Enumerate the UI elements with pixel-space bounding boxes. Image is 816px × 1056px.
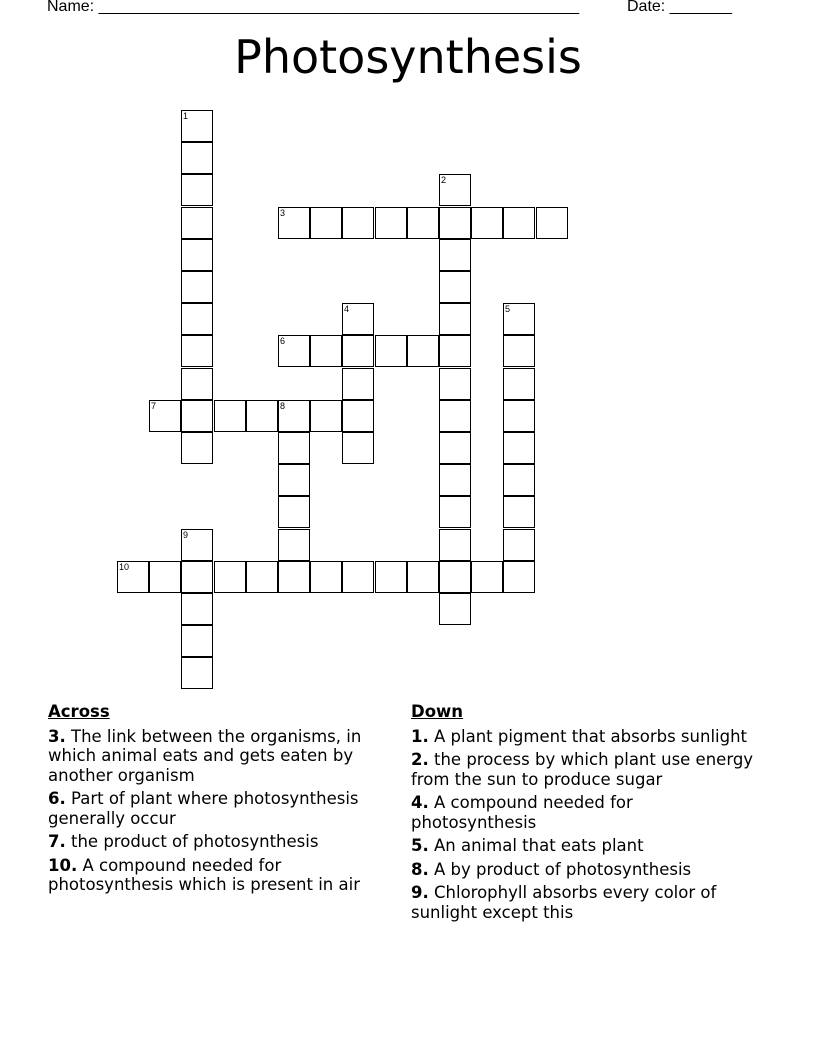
grid-cell[interactable] xyxy=(439,368,471,400)
grid-cell[interactable] xyxy=(342,432,374,464)
grid-cell[interactable] xyxy=(342,561,374,593)
grid-cell-8[interactable] xyxy=(278,400,310,432)
page-title: Photosynthesis xyxy=(234,30,582,84)
grid-cell[interactable] xyxy=(503,400,535,432)
grid-cell[interactable] xyxy=(278,432,310,464)
cell-number: 10 xyxy=(119,562,130,572)
clue-across-3 xyxy=(48,727,403,786)
grid-cell[interactable] xyxy=(439,593,471,625)
grid-cell[interactable] xyxy=(439,561,471,593)
clue-number: 10. xyxy=(48,855,78,875)
clue-across-10 xyxy=(48,856,403,895)
grid-cell[interactable] xyxy=(439,335,471,367)
grid-cell[interactable] xyxy=(342,368,374,400)
name-field-label: Name: ______________________________________________________ xyxy=(47,0,580,15)
grid-cell[interactable] xyxy=(439,464,471,496)
cell-number: 3 xyxy=(280,208,286,218)
grid-cell[interactable] xyxy=(181,432,213,464)
clue-across-6 xyxy=(48,789,403,828)
cell-number: 2 xyxy=(441,175,447,185)
clue-down-8 xyxy=(411,860,756,880)
grid-cell[interactable] xyxy=(503,432,535,464)
grid-cell[interactable] xyxy=(439,239,471,271)
grid-cell[interactable] xyxy=(536,207,568,239)
clue-number: 4. xyxy=(411,793,429,812)
grid-cell[interactable] xyxy=(375,207,407,239)
grid-cell[interactable] xyxy=(503,335,535,367)
grid-cell[interactable] xyxy=(439,303,471,335)
grid-cell[interactable] xyxy=(181,207,213,239)
clue-down-9 xyxy=(411,883,756,922)
grid-cell[interactable] xyxy=(181,303,213,335)
cell-number: 1 xyxy=(183,111,189,121)
grid-cell[interactable] xyxy=(310,335,342,367)
grid-cell[interactable] xyxy=(181,271,213,303)
date-field-label: Date: _______ xyxy=(627,0,732,15)
cell-number: 6 xyxy=(280,336,286,346)
grid-cell-3[interactable] xyxy=(278,207,310,239)
clue-number: 9. xyxy=(411,883,429,902)
clue-number: 6. xyxy=(48,789,66,808)
clue-number: 7. xyxy=(48,832,66,851)
grid-cell[interactable] xyxy=(375,335,407,367)
grid-cell-9[interactable] xyxy=(181,529,213,561)
clue-number: 5. xyxy=(411,836,429,855)
grid-cell[interactable] xyxy=(278,464,310,496)
grid-cell[interactable] xyxy=(503,368,535,400)
grid-cell[interactable] xyxy=(342,207,374,239)
clue-across-7 xyxy=(48,832,403,852)
cell-number: 4 xyxy=(344,304,350,314)
grid-cell[interactable] xyxy=(181,368,213,400)
clue-text: A plant pigment that absorbs sunlight xyxy=(434,726,748,746)
grid-cell-6[interactable] xyxy=(278,335,310,367)
clue-text: the process by which plant use energy from the sun to produce sugar xyxy=(411,750,754,789)
grid-cell[interactable] xyxy=(439,529,471,561)
grid-cell[interactable] xyxy=(278,496,310,528)
clue-text: the product of photosynthesis xyxy=(71,832,319,851)
grid-cell[interactable] xyxy=(181,142,213,174)
cell-number: 8 xyxy=(280,401,286,411)
clue-text: Chlorophyll absorbs every color of sunlight except this xyxy=(411,883,717,922)
grid-cell[interactable] xyxy=(181,239,213,271)
grid-cell[interactable] xyxy=(439,400,471,432)
grid-cell[interactable] xyxy=(310,207,342,239)
cell-number: 5 xyxy=(505,304,511,314)
grid-cell[interactable] xyxy=(181,625,213,657)
grid-cell[interactable] xyxy=(439,207,471,239)
grid-cell[interactable] xyxy=(439,496,471,528)
grid-cell[interactable] xyxy=(439,271,471,303)
grid-cell[interactable] xyxy=(181,335,213,367)
grid-cell[interactable] xyxy=(471,207,503,239)
clue-number: 8. xyxy=(411,859,429,879)
grid-cell[interactable] xyxy=(214,400,246,432)
grid-cell[interactable] xyxy=(181,657,213,689)
grid-cell[interactable] xyxy=(503,529,535,561)
grid-cell[interactable] xyxy=(181,561,213,593)
grid-cell[interactable] xyxy=(310,400,342,432)
clue-text: A compound needed for photosynthesis which is present in air xyxy=(48,855,360,894)
grid-cell-4[interactable] xyxy=(342,303,374,335)
grid-cell[interactable] xyxy=(407,335,439,367)
grid-cell[interactable] xyxy=(503,464,535,496)
clue-number: 1. xyxy=(411,726,429,746)
grid-cell[interactable] xyxy=(214,561,246,593)
clue-down-1 xyxy=(411,727,756,747)
clue-down-2 xyxy=(411,750,756,789)
grid-cell[interactable] xyxy=(503,496,535,528)
grid-cell[interactable] xyxy=(278,561,310,593)
clue-text: An animal that eats plant xyxy=(434,836,644,855)
grid-cell[interactable] xyxy=(439,432,471,464)
grid-cell[interactable] xyxy=(342,400,374,432)
clue-down-4 xyxy=(411,793,756,832)
grid-cell[interactable] xyxy=(503,561,535,593)
clue-number: 2. xyxy=(411,750,429,769)
grid-cell[interactable] xyxy=(278,529,310,561)
grid-cell[interactable] xyxy=(310,561,342,593)
grid-cell-5[interactable] xyxy=(503,303,535,335)
grid-cell[interactable] xyxy=(246,400,278,432)
grid-cell-7[interactable] xyxy=(149,400,181,432)
across-clues xyxy=(48,702,403,899)
down-clues xyxy=(411,702,756,926)
grid-cell[interactable] xyxy=(181,400,213,432)
clue-number: 3. xyxy=(48,726,66,746)
grid-cell[interactable] xyxy=(342,335,374,367)
grid-cell[interactable] xyxy=(375,561,407,593)
grid-cell[interactable] xyxy=(246,561,278,593)
clue-text: The link between the organisms, in which animal eats and gets eaten by another organism xyxy=(48,726,362,785)
cell-number: 9 xyxy=(183,530,189,540)
clue-down-5 xyxy=(411,836,756,856)
clue-text: A by product of photosynthesis xyxy=(434,859,692,879)
grid-cell[interactable] xyxy=(503,207,535,239)
clue-text: A compound needed for photosynthesis xyxy=(411,793,633,832)
grid-cell-1[interactable] xyxy=(181,110,213,142)
grid-cell[interactable] xyxy=(181,593,213,625)
down-heading: Down xyxy=(411,702,464,721)
grid-cell[interactable] xyxy=(181,174,213,206)
grid-cell[interactable] xyxy=(471,561,503,593)
grid-cell[interactable] xyxy=(407,561,439,593)
cell-number: 7 xyxy=(151,401,157,411)
grid-cell[interactable] xyxy=(149,561,181,593)
grid-cell-10[interactable] xyxy=(117,561,149,593)
grid-cell-2[interactable] xyxy=(439,174,471,206)
grid-cell[interactable] xyxy=(407,207,439,239)
clue-text: Part of plant where photosynthesis generally occur xyxy=(48,789,359,828)
across-heading: Across xyxy=(48,702,110,721)
